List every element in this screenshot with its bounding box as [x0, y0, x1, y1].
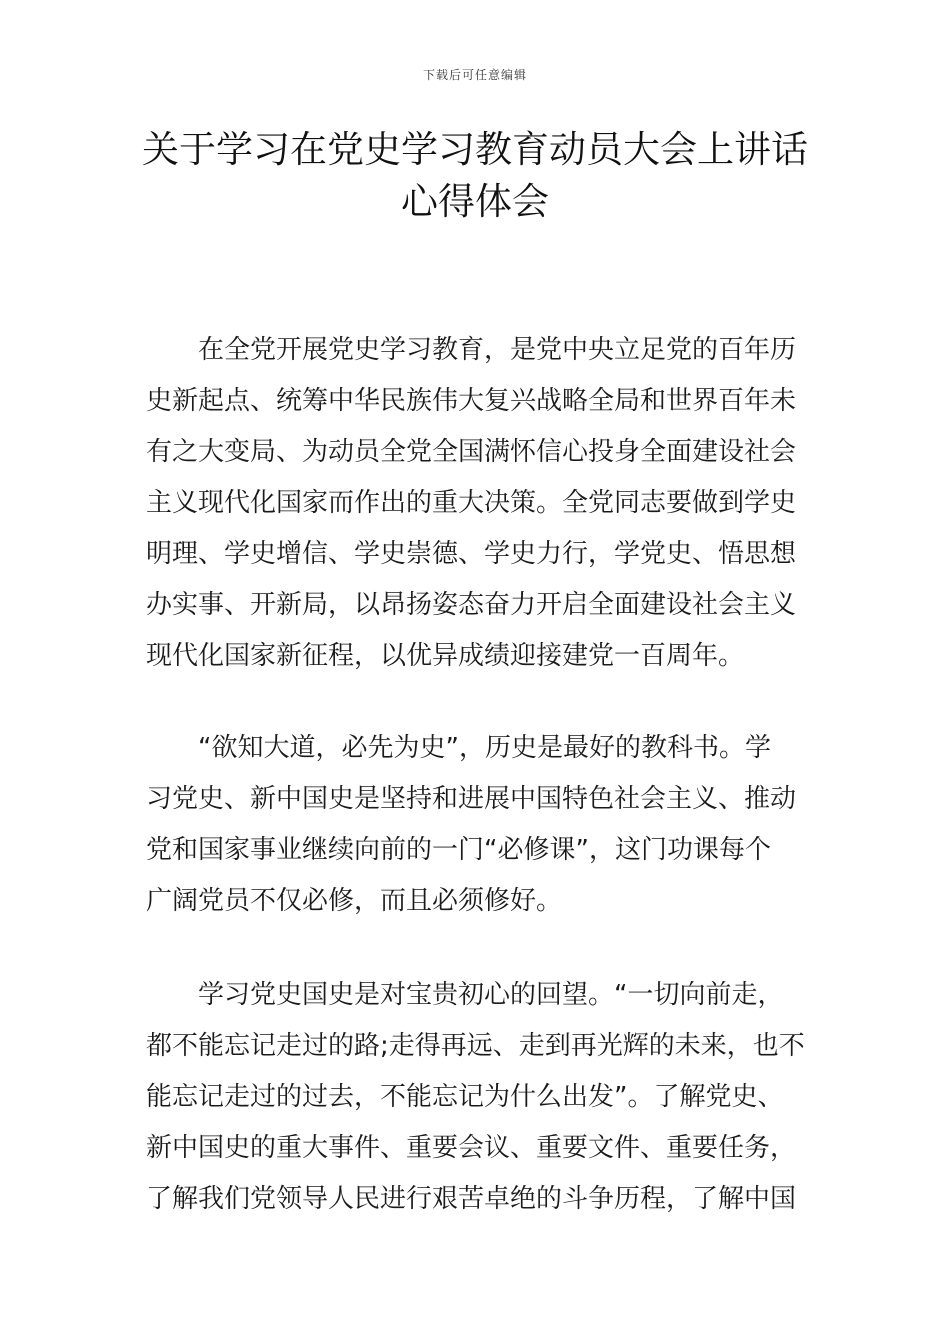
body-paragraph	[146, 723, 806, 927]
paragraph-line: 了解我们党领导人民进行艰苦卓绝的斗争历程，了解中国	[146, 1184, 797, 1214]
paragraph-line: 史新起点、统筹中华民族伟大复兴战略全局和世界百年未	[146, 386, 797, 416]
paragraph-line: 明理、学史增信、学史崇德、学史力行，学党史、悟思想	[146, 539, 797, 569]
paragraph-line: 有之大变局、为动员全党全国满怀信心投身全面建设社会	[146, 437, 797, 467]
title-line-1: 关于学习在党史学习教育动员大会上讲话	[142, 128, 808, 171]
paragraph-line: 学习党史国史是对宝贵初心的回望。“一切向前走，	[198, 980, 784, 1010]
document-title	[0, 124, 950, 228]
paragraph-line: 办实事、开新局，以昂扬姿态奋力开启全面建设社会主义	[146, 590, 797, 620]
paragraph-line: 习党史、新中国史是坚持和进展中国特色社会主义、推动	[146, 784, 797, 814]
paragraph-line: 新中国史的重大事件、重要会议、重要文件、重要任务，	[146, 1133, 797, 1163]
paragraph-line: 党和国家事业继续向前的一门“必修课”，这门功课每个	[146, 835, 771, 865]
header-note: 下载后可任意编辑	[422, 68, 527, 82]
body-paragraph	[146, 970, 806, 1225]
paragraph-line: 能忘记走过的过去，不能忘记为什么出发”。了解党史、	[146, 1082, 784, 1112]
title-line-2: 心得体会	[401, 180, 549, 223]
paragraph-line: 都不能忘记走过的路;走得再远、走到再光辉的未来，也不	[146, 1031, 805, 1061]
paragraph-line: 广阔党员不仅必修，而且必须修好。	[146, 886, 563, 916]
paragraph-line: 现代化国家新征程，以优异成绩迎接建党一百周年。	[146, 641, 745, 671]
body-paragraph	[146, 325, 806, 682]
paragraph-line: 主义现代化国家而作出的重大决策。全党同志要做到学史	[146, 488, 797, 518]
paragraph-line: “欲知大道，必先为史”，历史是最好的教科书。学	[198, 733, 771, 763]
paragraph-line: 在全党开展党史学习教育，是党中央立足党的百年历	[198, 335, 797, 365]
